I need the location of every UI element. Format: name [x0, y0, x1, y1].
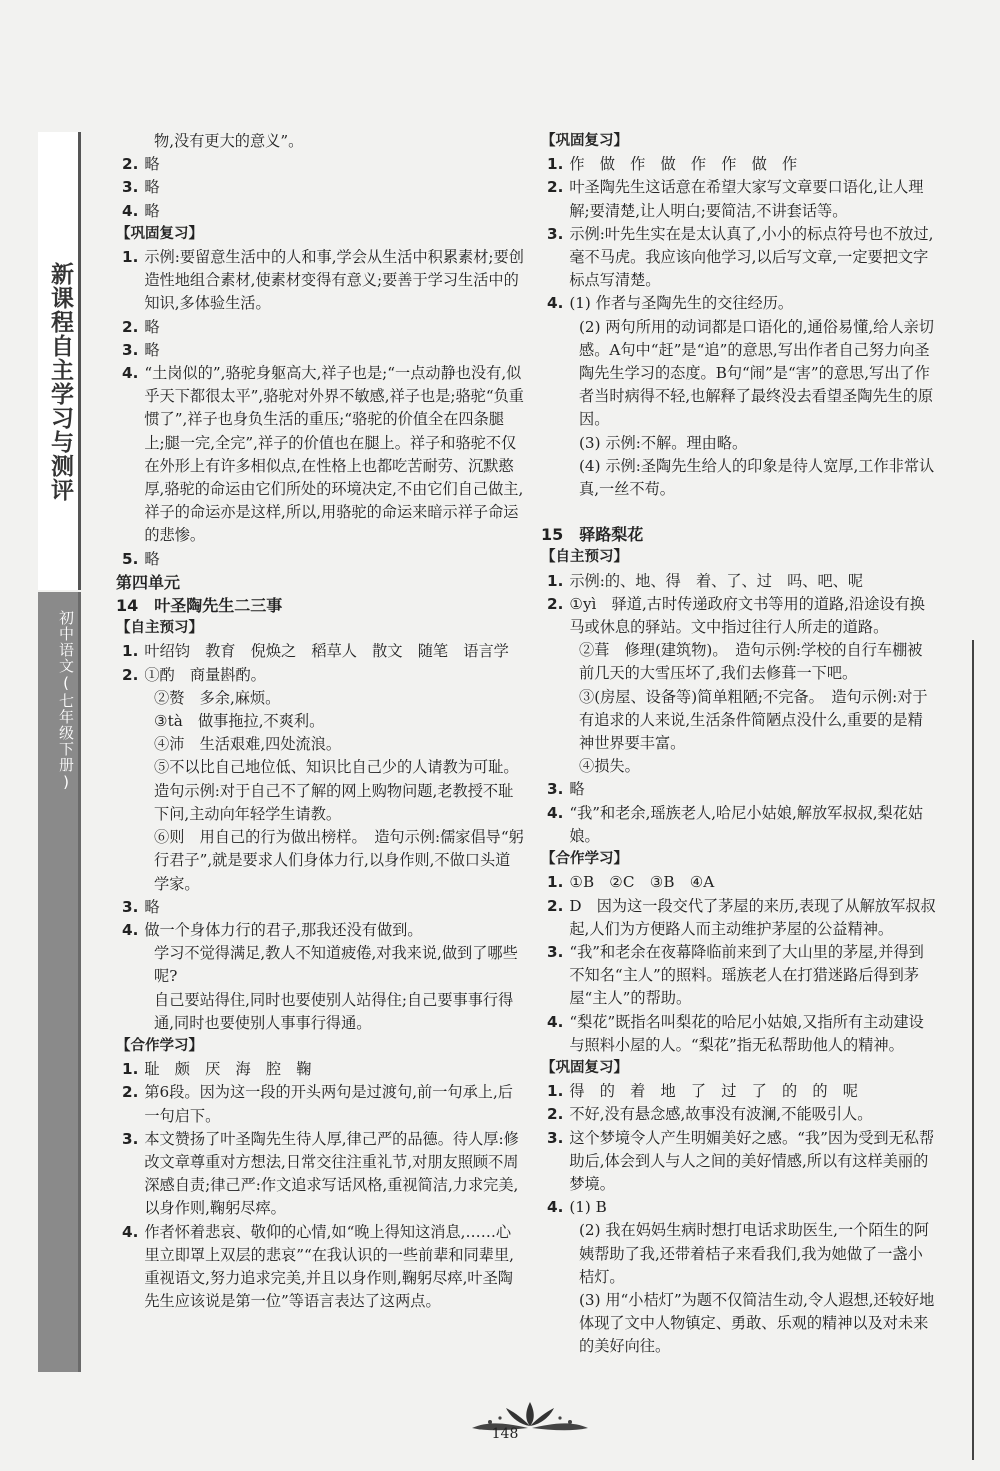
answer-item: [541, 153, 937, 176]
answer-item: [541, 802, 937, 848]
answer-subline: 自己要站得住,同时也要使别人站得住;自己要事事行得通,同时也要使别人事事行得通。: [154, 990, 514, 1032]
answer-item: [541, 1080, 937, 1103]
answer-item: [541, 871, 937, 894]
answer-text: 略: [569, 780, 585, 799]
answer-text: 耻 颇 厌 海 腔 鞠: [144, 1060, 312, 1079]
answer-text: ①yì 驿道,古时传递政府文书等用的道路,沿途设有换马或休息的驿站。文中指过往行人所走的道路。: [569, 594, 925, 637]
answer-text: 作者怀着悲哀、敬仰的心情,如“晚上得知这消息,……心里立即罩上双层的悲哀”“在我认识的一些前辈和同辈里,重视语文,努力追求完美,并且以身作则,鞠躬尽瘁,叶圣陶先生应该说是第一位”等语言表达了这两点。: [144, 1222, 515, 1311]
answer-text: “我”和老余,瑶族老人,哈尼小姑娘,解放军叔叔,梨花姑娘。: [569, 803, 924, 845]
answer-item: [541, 1103, 937, 1126]
answer-number: 3.: [547, 780, 564, 799]
answer-continuation: [541, 639, 937, 778]
answer-number: 3.: [547, 224, 564, 243]
answer-subline: ③(房屋、设备等)简单粗陋;不完备。 造句示例:对于有追求的人来说,生活条件简陋点没什么,重要的是精神世界要丰富。: [579, 687, 928, 753]
answer-continuation: [541, 316, 937, 502]
answer-text: 示例:叶先生实在是太认真了,小小的标点符号也不放过,毫不马虎。我应该向他学习,以后写文章,一定要把文字标点写清楚。: [569, 224, 934, 290]
answer-text: “我”和老余在夜幕降临前来到了大山里的茅屋,并得到不知名“主人”的照料。瑶族老人在打猎迷路后得到茅屋“主人”的帮助。: [569, 942, 924, 1008]
answer-item: [116, 246, 524, 316]
lesson-title: 14 叶圣陶先生二三事: [116, 596, 283, 616]
answer-text: 示例:要留意生活中的人和事,学会从生活中积累素材;要创造性地组合素材,使素材变得有意义;要善于学习生活中的知识,多体验生活。: [144, 248, 524, 313]
right-column: [541, 130, 937, 1359]
answer-text: 略: [144, 178, 160, 197]
answer-number: 3.: [122, 178, 139, 197]
lesson-title: 15 驿路梨花: [541, 525, 644, 545]
answer-list: [541, 153, 937, 315]
answer-subline: (3) 示例:不解。理由略。: [579, 433, 748, 452]
answer-text: 第6段。因为这一段的开头两句是过渡句,前一句承上,后一句启下。: [144, 1083, 513, 1125]
answer-subline: ②赘 多余,麻烦。: [154, 688, 281, 707]
answer-number: 4.: [122, 364, 139, 383]
answer-number: 4.: [122, 201, 139, 220]
section-heading: 【巩固复习】: [116, 225, 203, 242]
answer-item: [541, 223, 937, 293]
section-heading: 【合作学习】: [541, 851, 628, 868]
answer-item: [541, 895, 937, 941]
answer-continuation: [116, 942, 524, 1035]
answer-number: 3.: [547, 1128, 564, 1147]
answer-number: 1.: [547, 873, 564, 892]
answer-text: D 因为这一段交代了茅屋的来历,表现了从解放军叔叔起,人们为方便路人而主动维护茅屋的公益精神。: [569, 896, 936, 938]
answer-item: [541, 778, 937, 801]
answer-item: [116, 316, 524, 339]
answer-number: 2.: [547, 1105, 564, 1124]
answer-list: [116, 640, 524, 686]
answer-text: 略: [144, 317, 160, 336]
answer-item: [541, 570, 937, 593]
answer-number: 2.: [122, 665, 139, 684]
answer-line: 物,没有更大的意义”。: [154, 132, 304, 150]
answer-list: [116, 896, 524, 942]
answer-text: (1) 作者与圣陶先生的交往经历。: [569, 294, 794, 313]
answer-list: [541, 1080, 937, 1219]
answer-number: 2.: [547, 178, 564, 197]
answer-item: [116, 362, 524, 548]
answer-text: 略: [144, 340, 160, 359]
answer-item: [116, 1058, 524, 1081]
answer-item: [116, 153, 524, 176]
answer-number: 4.: [122, 920, 139, 939]
answer-item: [116, 640, 524, 663]
answer-list: [541, 778, 937, 848]
section-heading: 【自主预习】: [116, 620, 203, 637]
answer-number: 1.: [547, 155, 564, 174]
answer-number: 1.: [547, 571, 564, 590]
answer-subline: ③tà 做事拖拉,不爽利。: [154, 712, 325, 731]
answer-number: 2.: [122, 155, 139, 174]
answer-number: 2.: [122, 1083, 139, 1102]
answer-text: 做一个身体力行的君子,那我还没有做到。: [144, 920, 423, 939]
answer-subline: ④沛 生活艰难,四处流浪。: [154, 735, 342, 754]
answer-number: 1.: [547, 1082, 564, 1101]
answer-number: 4.: [547, 1012, 564, 1031]
answer-number: 5.: [122, 549, 139, 568]
answer-item: [541, 1127, 937, 1197]
answer-item: [116, 1221, 524, 1314]
section-heading: 【合作学习】: [116, 1037, 203, 1054]
answer-text: 叶圣陶先生这话意在希望大家写文章要口语化,让人理解;要清楚,让人明白;要简洁,不讲套话等。: [569, 178, 924, 220]
answer-number: 3.: [122, 340, 139, 359]
answer-subline: ④损失。: [579, 757, 640, 776]
answer-subline: (2) 我在妈妈生病时想打电话求助医生,一个陌生的阿姨帮助了我,还带着桔子来看我们,我为她做了一盏小桔灯。: [579, 1221, 930, 1286]
answer-list: [116, 1058, 524, 1313]
side-tab-series: [38, 132, 81, 590]
answer-text: “梨花”既指名叫梨花的哈尼小姑娘,又指所有主动建设与照料小屋的人。“梨花”指无私帮助他人的精神。: [569, 1012, 924, 1054]
answer-subline: ⑤不以比自己地位低、知识比自己少的人请教为可耻。 造句示例:对于自己不了解的网上购物问题,老教授不耻下问,主动向年轻学生请教。: [154, 758, 527, 823]
answer-item: [116, 919, 524, 942]
answer-item: [116, 1128, 524, 1221]
series-title: 新课程自主学习与测评: [47, 262, 73, 502]
answer-text: 不好,没有悬念感,故事没有波澜,不能吸引人。: [569, 1105, 873, 1124]
page-edge-rule: [972, 640, 974, 1460]
answer-item: [116, 176, 524, 199]
answer-number: 2.: [122, 317, 139, 336]
answer-text: ①B ②C ③B ④A: [569, 873, 715, 892]
answer-text: 略: [144, 549, 160, 568]
answer-subline: 学习不觉得满足,教人不知道疲倦,对我来说,做到了哪些呢?: [154, 944, 518, 986]
side-tab-subject: [38, 592, 81, 1372]
answer-item: [116, 664, 524, 687]
answer-item: [541, 1196, 937, 1219]
answer-number: 4.: [547, 803, 564, 822]
answer-number: 4.: [122, 1222, 139, 1241]
answer-item: [116, 548, 524, 571]
answer-item: [541, 1011, 937, 1057]
answer-text: (1) B: [569, 1198, 607, 1217]
section-heading: 【巩固复习】: [541, 133, 628, 149]
answer-subline: (3) 用“小桔灯”为题不仅简洁生动,令人遐想,还较好地体现了文中人物镇定、勇敢、乐观的精神以及对未来的美好向往。: [579, 1290, 935, 1356]
answer-number: 3.: [547, 942, 564, 961]
unit-heading: 第四单元: [116, 572, 181, 592]
subject-title: 初中语文(七年级下册): [57, 610, 75, 792]
answer-item: [541, 176, 937, 222]
answer-number: 2.: [547, 896, 564, 915]
answer-continuation: [116, 687, 527, 896]
answer-text: 本文赞扬了叶圣陶先生待人厚,律己严的品德。待人厚:修改文章尊重对方想法,日常交往注重礼节,对朋友照顾不周深感自责;律己严:作文追求写话风格,重视简洁,力求完美,以身作则,鞠躬尽瘁。: [144, 1129, 519, 1218]
answer-subline: (2) 两句所用的动词都是口语化的,通俗易懂,给人亲切感。A句中“赶”是“追”的意思,写出作者自己努力向圣陶先生学习的态度。B句“闹”是“害”的意思,写出了作者当时病得不轻,也解释了最终没去看望圣陶先生的原因。: [579, 317, 934, 429]
answer-number: 1.: [122, 642, 139, 661]
answer-item: [116, 1081, 524, 1127]
answer-text: 略: [144, 201, 160, 220]
answer-text: 得 的 着 地 了 过 了 的 的 呢: [569, 1082, 858, 1101]
answer-subline: ②葺 修理(建筑物)。 造句示例:学校的自行车棚被前几天的大雪压坏了,我们去修葺一下吧。: [579, 641, 923, 683]
answer-item: [116, 339, 524, 362]
answer-subline: (4) 示例:圣陶先生给人的印象是待人宽厚,工作非常认真,一丝不苟。: [579, 456, 935, 499]
answer-text: 这个梦境令人产生明媚美好之感。“我”因为受到无私帮助后,体会到人与人之间的美好情感,所以有这样美丽的梦境。: [569, 1128, 935, 1193]
answer-text: 作 做 作 做 作 作 做 作: [569, 155, 798, 174]
section-heading: 【巩固复习】: [541, 1059, 628, 1076]
answer-list: [541, 570, 937, 640]
section-heading: 【自主预习】: [541, 549, 628, 566]
answer-text: 略: [144, 155, 160, 174]
answer-number: 1.: [122, 248, 139, 267]
answer-number: 1.: [122, 1060, 139, 1079]
answer-item: [116, 200, 524, 223]
answer-text: 叶绍钧 教育 倪焕之 稻草人 散文 随笔 语言学: [144, 642, 509, 661]
answer-list: [116, 246, 524, 571]
answer-list: [541, 871, 937, 1057]
answer-item: [541, 292, 937, 315]
answer-item: [541, 593, 937, 639]
answer-number: 4.: [547, 294, 564, 313]
answer-text: 略: [144, 897, 160, 916]
answer-number: 2.: [547, 594, 564, 613]
answer-text: ①酌 商量斟酌。: [144, 665, 266, 684]
answer-subline: ⑥则 用自己的行为做出榜样。 造句示例:儒家倡导“躬行君子”,就是要求人们身体力行,以身作则,不做口头道学家。: [154, 828, 524, 893]
answer-text: “土岗似的”,骆驼身躯高大,祥子也是;“一点动静也没有,似乎天下都很太平”,骆驼对外界不敏感,祥子也是;骆驼“负重惯了”,祥子也身负生活的重压;“骆驼的价值全在四条腿上;腿一完,全完”,祥子的价值也在腿上。祥子和骆驼不仅在外形上有许多相似点,在性格上也都吃苦耐劳、沉默憨厚,骆驼的命运由它们所处的环境决定,不由它们自己做主,祥子的命运亦是这样,所以,用骆驼的命运来暗示祥子命运的悲惨。: [144, 364, 524, 545]
left-column: [116, 130, 527, 1313]
page-number: 148: [491, 1426, 519, 1442]
answer-number: 3.: [122, 897, 139, 916]
answer-continuation: [541, 1219, 937, 1358]
answer-text: 示例:的、地、得 着、了、过 吗、吧、呢: [569, 571, 864, 590]
answer-number: 4.: [547, 1198, 564, 1217]
answer-number: 3.: [122, 1129, 139, 1148]
answer-item: [541, 941, 937, 1011]
answer-item: [116, 896, 524, 919]
